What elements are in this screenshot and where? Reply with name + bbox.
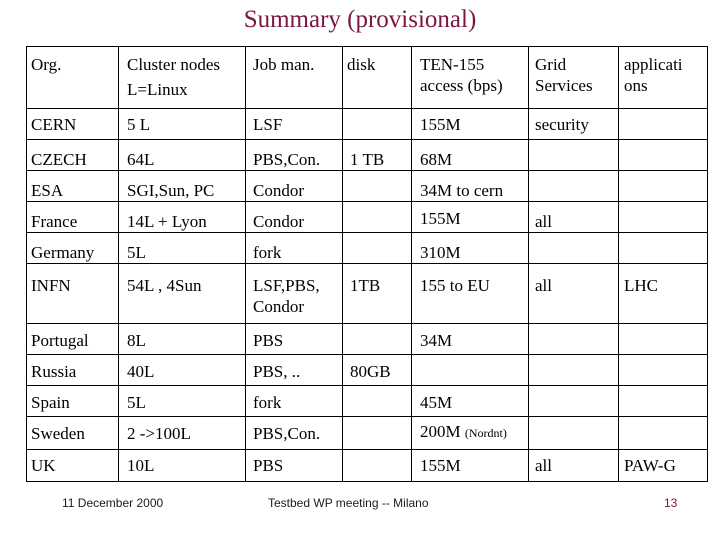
header-org: Org. (31, 55, 62, 74)
table-border-top (26, 46, 708, 47)
table-cell-ten: 34M (420, 331, 453, 350)
column-divider (707, 46, 708, 482)
table-cell-org: Sweden (31, 424, 85, 443)
row-divider (26, 170, 708, 171)
table-cell-ten: 200M (Nordnt) (420, 422, 507, 441)
table-cell-grid: all (535, 276, 552, 295)
row-divider (26, 108, 708, 109)
column-divider (118, 46, 119, 482)
table-cell-jobman: LSF,PBS, Condor (253, 276, 320, 316)
table-cell-disk: 1TB (350, 276, 381, 295)
column-divider (245, 46, 246, 482)
header-disk: disk (347, 55, 376, 74)
table-cell-disk: 1 TB (350, 150, 385, 169)
table-cell-jobman: PBS (253, 331, 284, 350)
table-cell-app: LHC (624, 276, 658, 295)
table-cell-jobman: LSF (253, 115, 283, 134)
table-cell-org: CZECH (31, 150, 87, 169)
table-cell-nodes: 5L (127, 243, 146, 262)
row-divider (26, 416, 708, 417)
header-job-manager: Job man. (253, 55, 315, 74)
table-cell-nodes: 40L (127, 362, 155, 381)
column-divider (26, 46, 27, 482)
row-divider (26, 354, 708, 355)
table-cell-org: Spain (31, 393, 70, 412)
footer-date: 11 December 2000 (62, 496, 164, 510)
page-number: 13 (664, 496, 678, 510)
table-cell-org: INFN (31, 276, 71, 295)
table-cell-grid: security (535, 115, 589, 134)
table-cell-disk: 80GB (350, 362, 391, 381)
table-cell-nodes: 5L (127, 393, 146, 412)
header-cluster-nodes: Cluster nodes L=Linux (127, 55, 221, 99)
column-divider (618, 46, 619, 482)
row-divider (26, 201, 708, 202)
table-cell-org: UK (31, 456, 56, 475)
row-divider (26, 323, 708, 324)
column-divider (411, 46, 412, 482)
row-divider (26, 263, 708, 264)
table-cell-jobman: PBS (253, 456, 284, 475)
row-divider (26, 232, 708, 233)
table-cell-ten: 68M (420, 150, 453, 169)
table-cell-ten: 45M (420, 393, 453, 412)
table-cell-ten: 310M (420, 243, 461, 262)
table-cell-nodes: SGI,Sun, PC (127, 181, 215, 200)
header-applications: applicati ons (624, 55, 683, 95)
table-cell-ten: 155 to EU (420, 276, 490, 295)
table-border-bottom (26, 481, 708, 482)
row-divider (26, 385, 708, 386)
table-cell-org: CERN (31, 115, 77, 134)
table-cell-jobman: fork (253, 393, 282, 412)
row-divider (26, 449, 708, 450)
table-cell-jobman: PBS, .. (253, 362, 301, 381)
header-ten155: TEN-155 access (bps) (420, 55, 503, 95)
footer-meeting: Testbed WP meeting -- Milano (268, 496, 429, 510)
table-cell-nodes: 2 ->100L (127, 424, 191, 443)
table-cell-jobman: fork (253, 243, 282, 262)
table-cell-nodes: 5 L (127, 115, 151, 134)
table-cell-nodes: 64L (127, 150, 155, 169)
table-cell-grid: all (535, 456, 552, 475)
table-cell-nodes: 8L (127, 331, 146, 350)
row-divider (26, 139, 708, 140)
table-cell-app: PAW-G (624, 456, 676, 475)
table-cell-jobman: Condor (253, 181, 304, 200)
summary-table (26, 46, 708, 482)
header-grid-services: Grid Services (535, 55, 593, 95)
table-cell-grid: all (535, 212, 552, 231)
table-cell-jobman: PBS,Con. (253, 424, 321, 443)
table-cell-org: Portugal (31, 331, 89, 350)
table-cell-org: Russia (31, 362, 77, 381)
column-divider (528, 46, 529, 482)
table-cell-nodes: 14L + Lyon (127, 212, 207, 231)
table-cell-jobman: Condor (253, 212, 304, 231)
table-cell-org: France (31, 212, 78, 231)
table-cell-jobman: PBS,Con. (253, 150, 321, 169)
column-divider (342, 46, 343, 482)
table-cell-nodes: 54L , 4Sun (127, 276, 202, 295)
table-cell-ten: 34M to cern (420, 181, 504, 200)
table-cell-ten: 155M (420, 209, 461, 228)
table-cell-org: ESA (31, 181, 64, 200)
slide-title: Summary (provisional) (243, 6, 477, 33)
table-cell-nodes: 10L (127, 456, 155, 475)
table-cell-ten: 155M (420, 115, 461, 134)
table-cell-ten: 155M (420, 456, 461, 475)
table-cell-org: Germany (31, 243, 95, 262)
